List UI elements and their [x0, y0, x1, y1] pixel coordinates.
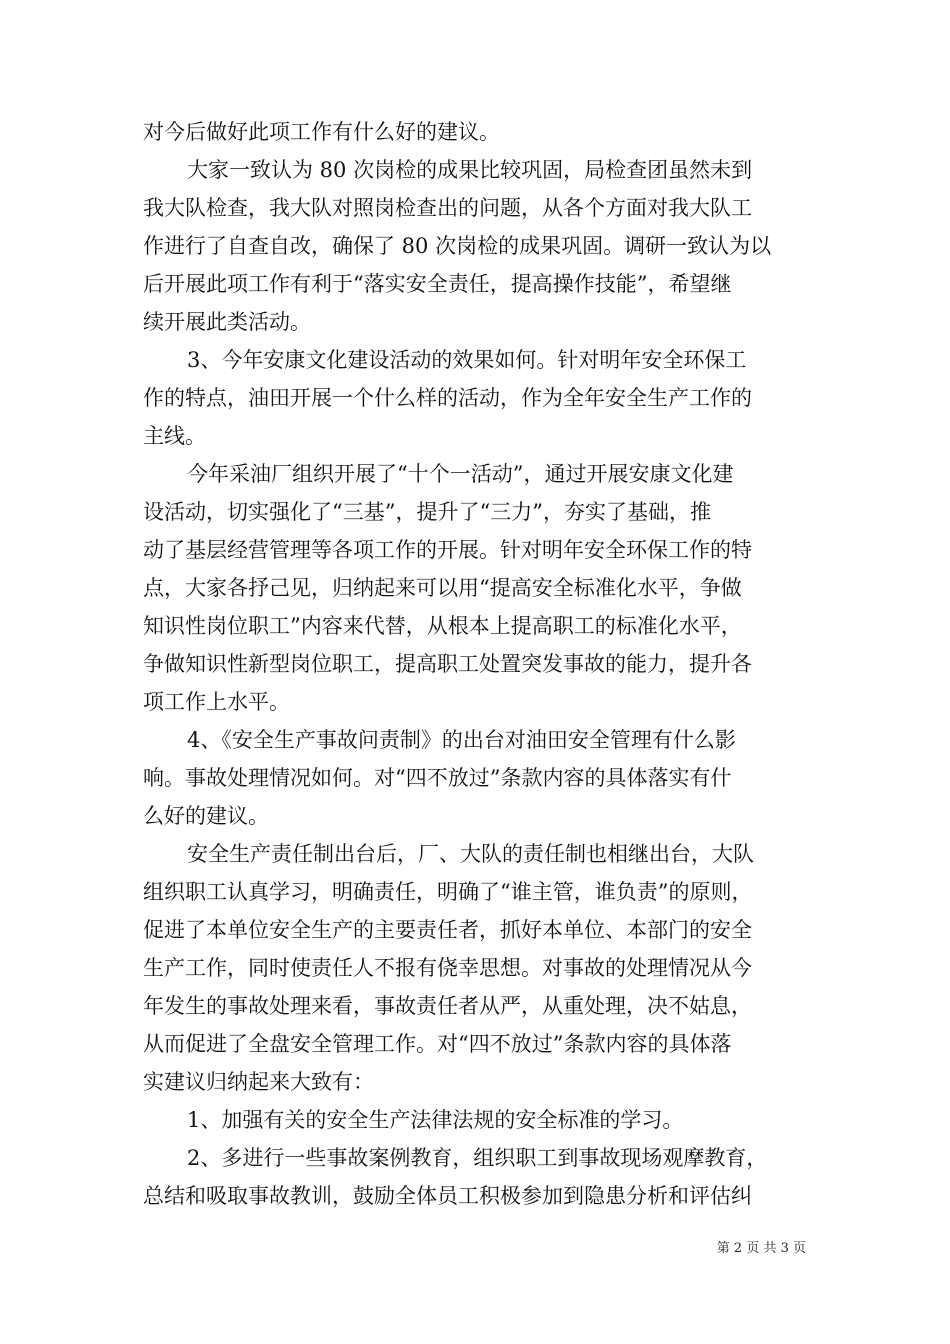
text-line: 从而促进了全盘安全管理工作。对“四不放过”条款内容的具体落: [143, 1032, 732, 1056]
text-line: 安全生产责任制出台后，厂、大队的责任制也相继出台，大队: [187, 842, 754, 866]
text-line: 动了基层经营管理等各项工作的开展。针对明年安全环保工作的特: [143, 538, 752, 562]
text-line: 4、《安全生产事故问责制》的出台对油田安全管理有什么影: [187, 728, 736, 752]
text-line: 总结和吸取事故教训，鼓励全体员工积极参加到隐患分析和评估纠: [143, 1184, 752, 1208]
text-line: 续开展此类活动。: [143, 310, 311, 334]
text-line: 设活动，切实强化了“三基”，提升了“三力”，夯实了基础，推: [143, 500, 711, 524]
text-line: 作的特点，油田开展一个什么样的活动，作为全年安全生产工作的: [143, 386, 752, 410]
text-line: 2、多进行一些事故案例教育，组织职工到事故现场观摩教育，: [187, 1146, 768, 1170]
text-line: 争做知识性新型岗位职工，提高职工处置突发事故的能力，提升各: [143, 652, 752, 676]
text-line: 后开展此项工作有利于“落实安全责任，提高操作技能”，希望继: [143, 272, 732, 296]
text-line: 实建议归纳起来大致有：: [143, 1070, 374, 1094]
text-line: 大家一致认为 80 次岗检的成果比较巩固，局检查团虽然未到: [187, 158, 753, 182]
text-line: 作进行了自查自改，确保了 80 次岗检的成果巩固。调研一致认为以: [143, 234, 772, 258]
text-line: 知识性岗位职工”内容来代替，从根本上提高职工的标准化水平，: [143, 614, 742, 638]
text-line: 我大队检查，我大队对照岗检查出的问题，从各个方面对我大队工: [143, 196, 752, 220]
page-number-footer: 第 2 页 共 3 页: [716, 1241, 806, 1256]
text-line: 3、今年安康文化建设活动的效果如何。针对明年安全环保工: [187, 348, 747, 372]
text-line: 促进了本单位安全生产的主要责任者，抓好本单位、本部门的安全: [143, 918, 752, 942]
text-line: 年发生的事故处理来看，事故责任者从严，从重处理，决不姑息，: [143, 994, 752, 1018]
text-line: 1、加强有关的安全生产法律法规的安全标准的学习。: [187, 1108, 684, 1132]
text-line: 生产工作，同时使责任人不报有侥幸思想。对事故的处理情况从今: [143, 956, 752, 980]
text-line: 主线。: [143, 424, 206, 448]
text-line: 组织职工认真学习，明确责任，明确了“谁主管，谁负责”的原则，: [143, 880, 753, 904]
document-body: [143, 113, 813, 1215]
text-line: 对今后做好此项工作有什么好的建议。: [143, 120, 500, 144]
text-line: 响。事故处理情况如何。对“四不放过”条款内容的具体落实有什: [143, 766, 732, 790]
text-line: 项工作上水平。: [143, 690, 290, 714]
text-line: 今年采油厂组织开展了“十个一活动”，通过开展安康文化建: [187, 462, 734, 486]
text-line: 点，大家各抒己见，归纳起来可以用“提高安全标准化水平，争做: [143, 576, 742, 600]
text-line: 么好的建议。: [143, 804, 269, 828]
